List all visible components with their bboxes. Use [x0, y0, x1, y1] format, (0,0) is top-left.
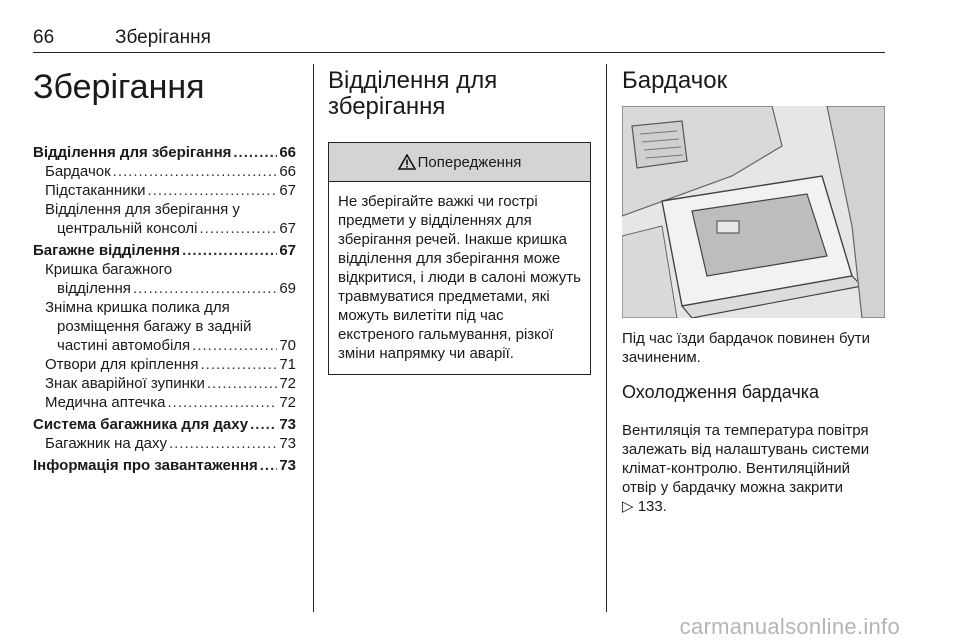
- toc-page-number: 72: [279, 375, 296, 392]
- glovebox-drawing: [622, 106, 885, 318]
- toc-leader-dots: [167, 393, 277, 412]
- toc-page-number: 67: [279, 182, 296, 199]
- toc-page-number: 72: [279, 394, 296, 411]
- toc-leader-dots: [169, 434, 277, 453]
- toc-entry: [33, 181, 296, 200]
- toc-entry: [33, 434, 296, 453]
- toc-page-number: 71: [279, 356, 296, 373]
- toc-leader-dots: [233, 143, 277, 162]
- toc-entry-title: Багажник на даху: [45, 435, 167, 452]
- cooling-body: Вентиляція та температура повітря залежать від налаштувань системи клімат-контролю. Вентиляційний отвір у бардачку можна закрити: [622, 422, 870, 496]
- toc-leader-dots: [201, 355, 278, 374]
- column-storage: [328, 64, 591, 375]
- toc-entry-title: Відділення для зберігання: [33, 144, 232, 161]
- column-glovebox: [622, 64, 885, 516]
- toc-leader-dots: [182, 241, 277, 260]
- subsection-title: Охолодження бардачка: [622, 382, 819, 402]
- warning-header: [329, 143, 590, 182]
- figure-caption: Під час їзди бардачок повинен бути зачиненим.: [622, 330, 871, 366]
- warning-box: [328, 142, 591, 375]
- chapter-title: Зберігання: [33, 68, 205, 106]
- toc-leader-dots: [113, 162, 278, 181]
- toc-page-number: 66: [279, 144, 296, 161]
- toc-entry-title: центральній консолі: [57, 220, 198, 237]
- warning-triangle-icon: [398, 154, 416, 170]
- section-title-line2: зберігання: [328, 93, 446, 120]
- toc-entry: [33, 219, 296, 238]
- toc-page-number: 67: [279, 220, 296, 237]
- warning-heading: Попередження: [417, 153, 522, 171]
- toc-entry-title: Багажне відділення: [33, 242, 181, 259]
- toc-page-number: 70: [279, 337, 296, 354]
- toc-entry: [33, 374, 296, 393]
- column-divider-2: [606, 64, 607, 612]
- toc-page-number: 67: [279, 242, 296, 259]
- toc-leader-dots: [133, 279, 277, 298]
- toc-page-number: 73: [279, 416, 296, 433]
- toc-section-entry: [33, 415, 296, 434]
- toc-entry-title: Підстаканники: [45, 182, 146, 199]
- toc-entry: [33, 355, 296, 374]
- toc-leader-dots: [207, 374, 277, 393]
- toc-entry-title: Медична аптечка: [45, 394, 166, 411]
- toc-entry: Кришка багажного: [45, 261, 173, 278]
- toc-page-number: 73: [279, 457, 296, 474]
- cooling-text: [622, 421, 885, 516]
- toc-entry: [33, 393, 296, 412]
- toc-entry-title: Отвори для кріплення: [45, 356, 199, 373]
- watermark: carmanualsonline.info: [679, 614, 900, 639]
- toc-entry-title: Інформація про завантаження: [33, 457, 258, 474]
- glovebox-illustration: [622, 106, 885, 318]
- toc-entry-title: Бардачок: [45, 163, 111, 180]
- toc-entry-title: Знак аварійної зупинки: [45, 375, 205, 392]
- table-of-contents: [33, 143, 296, 475]
- column-divider-1: [313, 64, 314, 612]
- toc-leader-dots: [250, 415, 277, 434]
- toc-entry: [33, 336, 296, 355]
- toc-entry-title: відділення: [57, 280, 131, 297]
- glovebox-title: Бардачок: [622, 67, 728, 94]
- toc-leader-dots: [148, 181, 278, 200]
- section-title: [328, 68, 591, 120]
- toc-entry: [33, 162, 296, 181]
- page-number: 66: [33, 27, 55, 48]
- warning-text: Не зберігайте важкі чи гострі предмети у відділеннях для зберігання речей. Інакше кришка відділення для зберігання може відкритися, і люди в салоні можуть травмуватися предметами, які можуть вилетіти під час екстреного гальмування, різкої зміни напрямку чи аварії.: [338, 193, 581, 362]
- section-title-line1: Відділення для: [328, 67, 498, 94]
- toc-entry-title: частині автомобіля: [57, 337, 191, 354]
- toc-leader-dots: [260, 456, 278, 475]
- header-section-title: Зберігання: [115, 27, 211, 48]
- toc-section-entry: [33, 143, 296, 162]
- reference-arrow-icon: ▷: [622, 498, 634, 515]
- toc-entry: Відділення для зберігання у: [45, 201, 240, 218]
- toc-entry-title: Система багажника для даху: [33, 416, 249, 433]
- toc-page-number: 73: [279, 435, 296, 452]
- page-reference: 133.: [637, 498, 667, 515]
- page-header: [33, 26, 885, 53]
- toc-leader-dots: [192, 336, 277, 355]
- toc-entry: розміщення багажу в задній: [57, 318, 252, 335]
- toc-section-entry: [33, 241, 296, 260]
- toc-section-entry: [33, 456, 296, 475]
- toc-leader-dots: [199, 219, 277, 238]
- toc-page-number: 66: [279, 163, 296, 180]
- toc-page-number: 69: [279, 280, 296, 297]
- column-contents: [33, 64, 296, 475]
- toc-entry: [33, 279, 296, 298]
- toc-entry: Знімна кришка полика для: [45, 299, 230, 316]
